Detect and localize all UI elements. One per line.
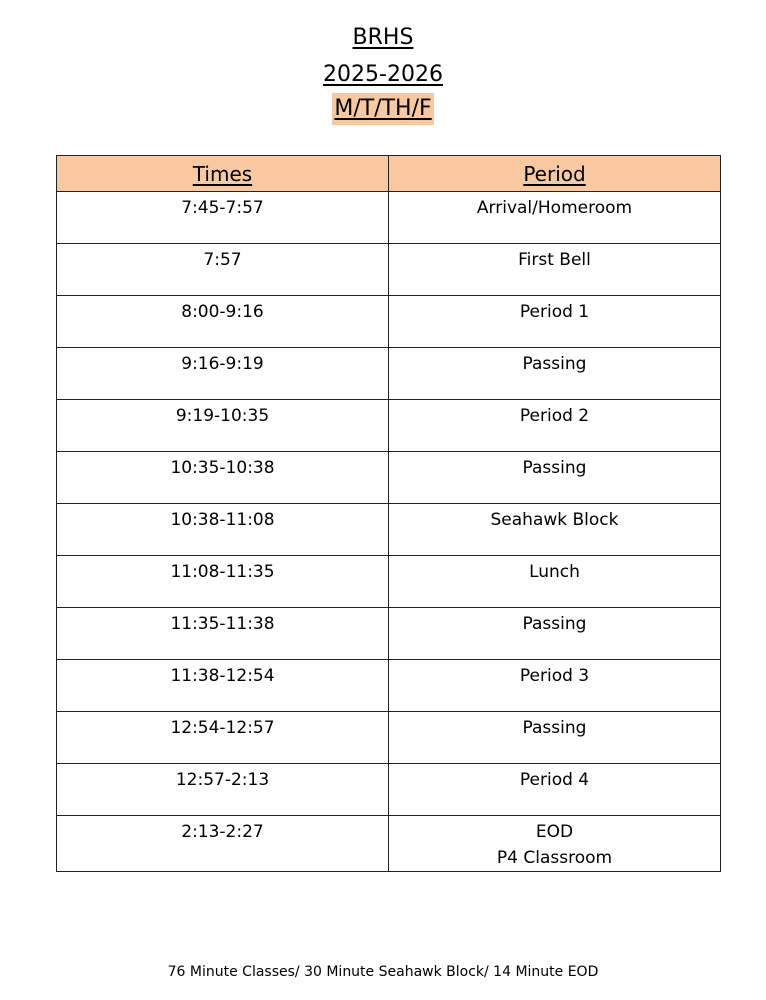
table-row (57, 296, 721, 348)
table-row (57, 712, 721, 764)
time-text: 8:00-9:16 (181, 302, 264, 322)
time-cell (57, 556, 389, 608)
time-cell (57, 816, 389, 872)
table-row (57, 192, 721, 244)
period-text: First Bell (518, 250, 591, 270)
period-text: Lunch (529, 562, 580, 582)
time-cell (57, 608, 389, 660)
time-text: 12:57-2:13 (175, 770, 270, 790)
time-text: 11:08-11:35 (170, 562, 275, 582)
table-header-row (57, 156, 721, 192)
period-cell (389, 608, 721, 660)
period-text: Period 4 (519, 770, 590, 790)
period-cell (389, 660, 721, 712)
period-cell (389, 192, 721, 244)
table-row (57, 244, 721, 296)
period-cell (389, 244, 721, 296)
table-row (57, 556, 721, 608)
period-location-text: P4 Classroom (496, 848, 613, 868)
period-cell (389, 556, 721, 608)
time-cell (57, 504, 389, 556)
time-text: 9:19-10:35 (175, 406, 270, 426)
school-year-text: 2025-2026 (323, 62, 443, 87)
school-name-text: BRHS (352, 25, 414, 50)
period-cell (389, 764, 721, 816)
table-row (57, 348, 721, 400)
table-row (57, 608, 721, 660)
school-year (0, 61, 766, 89)
time-text: 7:57 (203, 250, 242, 270)
time-text: 11:35-11:38 (170, 614, 275, 634)
period-text: Passing (522, 458, 587, 478)
column-header-period-label: Period (523, 161, 586, 186)
table-row (57, 816, 721, 872)
table-row (57, 452, 721, 504)
time-cell (57, 348, 389, 400)
time-cell (57, 660, 389, 712)
period-text: Arrival/Homeroom (476, 198, 633, 218)
bell-schedule-table (56, 155, 721, 872)
time-text: 12:54-12:57 (170, 718, 275, 738)
column-header-times (57, 156, 389, 192)
time-text: 10:38-11:08 (170, 510, 275, 530)
period-text: Period 3 (519, 666, 590, 686)
time-text: 7:45-7:57 (181, 198, 264, 218)
time-text: 9:16-9:19 (181, 354, 264, 374)
period-text: Passing (522, 614, 587, 634)
time-text: 10:35-10:38 (170, 458, 275, 478)
table-row (57, 660, 721, 712)
time-text: 2:13-2:27 (181, 822, 264, 842)
period-cell (389, 504, 721, 556)
time-cell (57, 764, 389, 816)
time-cell (57, 244, 389, 296)
period-cell (389, 816, 721, 872)
period-cell (389, 348, 721, 400)
period-text: Seahawk Block (490, 510, 619, 530)
period-text: Period 1 (519, 302, 590, 322)
table-row (57, 400, 721, 452)
period-text: EOD (535, 822, 574, 842)
period-cell (389, 400, 721, 452)
school-name (0, 24, 766, 52)
period-cell (389, 712, 721, 764)
schedule-days (0, 95, 766, 123)
period-text: Passing (522, 718, 587, 738)
time-text: 11:38-12:54 (170, 666, 275, 686)
period-text: Period 2 (519, 406, 590, 426)
schedule-footnote: 76 Minute Classes/ 30 Minute Seahawk Block/ 14 Minute EOD (167, 964, 599, 980)
table-row (57, 504, 721, 556)
period-text: Passing (522, 354, 587, 374)
schedule-days-text: M/T/TH/F (332, 93, 433, 125)
period-cell (389, 296, 721, 348)
column-header-period (389, 156, 721, 192)
time-cell (57, 712, 389, 764)
period-cell (389, 452, 721, 504)
table-body (57, 192, 721, 872)
time-cell (57, 192, 389, 244)
time-cell (57, 400, 389, 452)
column-header-times-label: Times (192, 161, 253, 186)
time-cell (57, 296, 389, 348)
table-row (57, 764, 721, 816)
time-cell (57, 452, 389, 504)
